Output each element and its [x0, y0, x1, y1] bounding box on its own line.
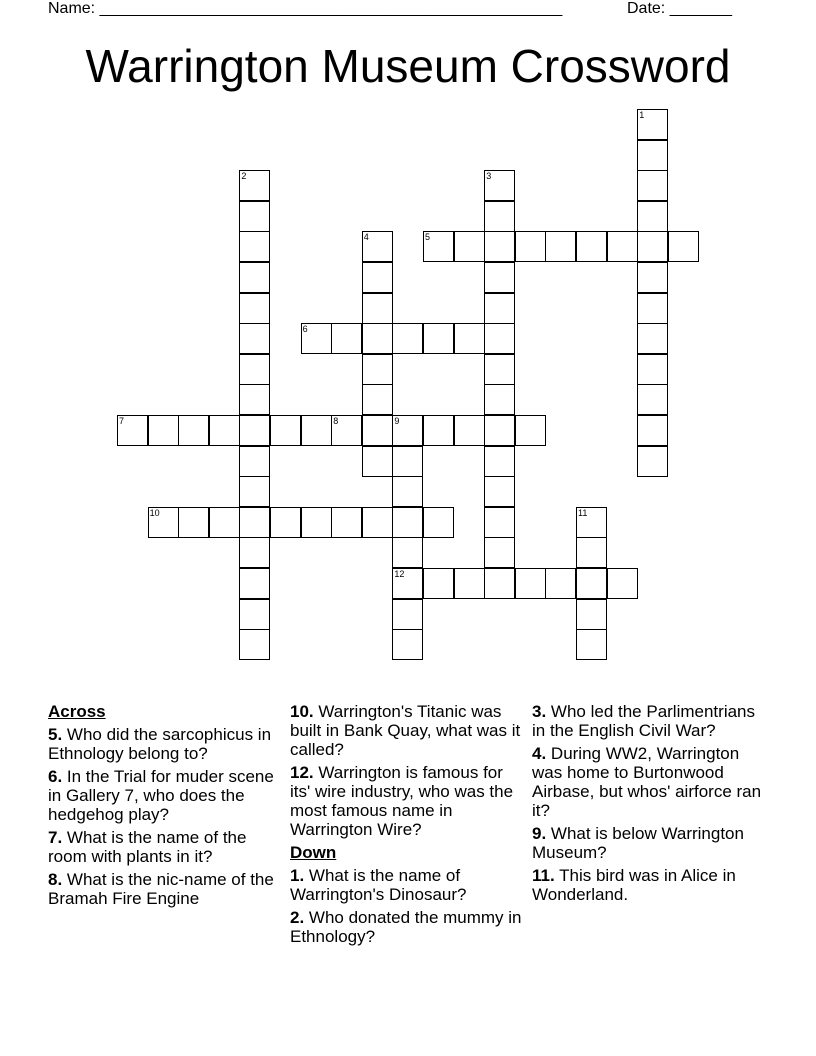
grid-cell[interactable]: [637, 170, 668, 201]
grid-cell[interactable]: [331, 415, 362, 446]
grid-cell[interactable]: [392, 568, 423, 599]
grid-cell[interactable]: [392, 415, 423, 446]
clue-text: This bird was in Alice in Wonderland.: [532, 866, 736, 904]
grid-cell[interactable]: [637, 231, 668, 262]
grid-cell[interactable]: [484, 201, 515, 232]
clue-number: 11.: [532, 866, 555, 885]
cell-number: 9: [394, 416, 400, 426]
grid-cell[interactable]: [423, 323, 454, 354]
cell-number: 12: [394, 569, 405, 579]
grid-cell[interactable]: [392, 446, 423, 477]
clue-down-4: [532, 744, 768, 820]
grid-cell[interactable]: [607, 231, 638, 262]
grid-cell[interactable]: [392, 323, 423, 354]
grid-cell[interactable]: [484, 537, 515, 568]
grid-cell[interactable]: [362, 323, 393, 354]
grid-cell[interactable]: [362, 231, 393, 262]
clue-across-7: [48, 828, 284, 866]
clue-text: What is the nic-name of the Bramah Fire Engine: [48, 870, 274, 908]
clue-down-2: [290, 908, 526, 946]
grid-cell[interactable]: [148, 507, 179, 538]
grid-cell[interactable]: [148, 415, 179, 446]
grid-cell[interactable]: [362, 354, 393, 385]
date-field[interactable]: Date: _______: [627, 0, 732, 17]
grid-cell[interactable]: [545, 568, 576, 599]
grid-cell[interactable]: [576, 231, 607, 262]
grid-cell[interactable]: [392, 599, 423, 630]
grid-cell[interactable]: [454, 323, 485, 354]
clue-column-1: [48, 702, 284, 912]
grid-cell[interactable]: [637, 201, 668, 232]
grid-cell[interactable]: [484, 323, 515, 354]
cell-number: 11: [578, 507, 588, 518]
clue-number: 3.: [532, 702, 547, 721]
grid-cell[interactable]: [239, 476, 270, 507]
grid-cell[interactable]: [239, 446, 270, 477]
clue-column-2: [290, 702, 526, 950]
clue-text: During WW2, Warrington was home to Burtonwood Airbase, but whos' airforce ran it?: [532, 744, 762, 820]
clue-across-6: [48, 767, 284, 824]
grid-cell[interactable]: [576, 568, 607, 599]
grid-cell[interactable]: [637, 323, 668, 354]
clue-text: Warrington's Titanic was built in Bank Quay, what was it called?: [290, 702, 521, 759]
grid-cell[interactable]: [637, 446, 668, 477]
grid-cell[interactable]: [576, 629, 607, 660]
grid-cell[interactable]: [607, 568, 638, 599]
grid-cell[interactable]: [301, 507, 332, 538]
grid-cell[interactable]: [423, 231, 454, 262]
grid-cell[interactable]: [239, 384, 270, 415]
clue-across-5: [48, 725, 284, 763]
clue-number: 2.: [290, 908, 305, 927]
grid-cell[interactable]: [239, 537, 270, 568]
grid-cell[interactable]: [454, 568, 485, 599]
clue-text: Who led the Parlimentrians in the English Civil War?: [532, 702, 756, 740]
clue-text: In the Trial for muder scene in Gallery 7, who does the hedgehog play?: [48, 767, 274, 824]
grid-cell[interactable]: [484, 293, 515, 324]
grid-cell[interactable]: [362, 293, 393, 324]
clue-number: 1.: [290, 866, 305, 885]
clue-text: What is the name of Warrington's Dinosaur?: [290, 866, 467, 904]
grid-cell[interactable]: [239, 629, 270, 660]
clue-text: Warrington is famous for its' wire industry, who was the most famous name in Warrington Wire?: [290, 763, 514, 839]
cell-number: 3: [486, 171, 492, 182]
clue-number: 7.: [48, 828, 63, 847]
clue-number: 6.: [48, 767, 63, 786]
cell-number: 4: [363, 232, 369, 243]
clue-down-9: [532, 824, 768, 862]
grid-cell[interactable]: [209, 415, 240, 446]
grid-cell[interactable]: [515, 568, 546, 599]
page-title: Warrington Museum Crossword: [85, 40, 731, 92]
cell-number: 6: [302, 324, 308, 335]
grid-cell[interactable]: [362, 262, 393, 293]
clue-across-12: [290, 763, 526, 839]
cell-number: 7: [119, 416, 125, 426]
grid-cell[interactable]: [270, 415, 301, 446]
grid-cell[interactable]: [637, 140, 668, 171]
grid-cell[interactable]: [301, 323, 332, 354]
clue-number: 5.: [48, 725, 63, 744]
grid-cell[interactable]: [423, 568, 454, 599]
grid-cell[interactable]: [484, 446, 515, 477]
clue-text: Who did the sarcophicus in Ethnology belong to?: [48, 725, 272, 763]
grid-cell[interactable]: [239, 568, 270, 599]
grid-cell[interactable]: [484, 568, 515, 599]
clue-across-10: [290, 702, 526, 759]
grid-cell[interactable]: [484, 384, 515, 415]
name-field[interactable]: Name: ____________________________________________________: [48, 0, 563, 17]
grid-cell[interactable]: [392, 537, 423, 568]
grid-cell[interactable]: [484, 170, 515, 201]
grid-cell[interactable]: [484, 262, 515, 293]
cell-number: 1: [639, 110, 645, 120]
grid-cell[interactable]: [484, 476, 515, 507]
grid-cell[interactable]: [239, 507, 270, 538]
cell-number: 5: [425, 232, 431, 243]
cell-number: 10: [149, 507, 160, 518]
grid-cell[interactable]: [576, 507, 607, 538]
grid-cell[interactable]: [239, 170, 270, 201]
grid-cell[interactable]: [576, 599, 607, 630]
grid-cell[interactable]: [331, 507, 362, 538]
clue-text: Who donated the mummy in Ethnology?: [290, 908, 522, 946]
cell-number: 2: [241, 171, 247, 182]
clue-across-8: [48, 870, 284, 908]
clue-number: 12.: [290, 763, 314, 782]
grid-cell[interactable]: [545, 231, 576, 262]
grid-cell[interactable]: [239, 415, 270, 446]
grid-cell[interactable]: [637, 109, 668, 140]
across-heading: Across: [48, 702, 106, 721]
grid-cell[interactable]: [178, 415, 209, 446]
grid-cell[interactable]: [484, 231, 515, 262]
grid-cell[interactable]: [423, 507, 454, 538]
grid-cell[interactable]: [484, 507, 515, 538]
clue-down-1: [290, 866, 526, 904]
grid-cell[interactable]: [637, 262, 668, 293]
grid-cell[interactable]: [484, 354, 515, 385]
grid-cell[interactable]: [454, 415, 485, 446]
grid-cell[interactable]: [239, 231, 270, 262]
grid-cell[interactable]: [178, 507, 209, 538]
clue-number: 8.: [48, 870, 63, 889]
grid-cell[interactable]: [637, 384, 668, 415]
grid-cell[interactable]: [423, 415, 454, 446]
grid-cell[interactable]: [239, 201, 270, 232]
grid-cell[interactable]: [454, 231, 485, 262]
clue-text: What is below Warrington Museum?: [532, 824, 744, 862]
clue-column-3: [532, 702, 768, 908]
grid-cell[interactable]: [239, 323, 270, 354]
grid-cell[interactable]: [301, 415, 332, 446]
grid-cell[interactable]: [270, 507, 301, 538]
clue-down-3: [532, 702, 768, 740]
grid-cell[interactable]: [362, 384, 393, 415]
clue-text: What is the name of the room with plants in it?: [48, 828, 247, 866]
grid-cell[interactable]: [637, 415, 668, 446]
grid-cell[interactable]: [637, 293, 668, 324]
grid-cell[interactable]: [668, 231, 699, 262]
grid-cell[interactable]: [362, 446, 393, 477]
clue-number: 4.: [532, 744, 547, 763]
clue-down-11: [532, 866, 768, 904]
grid-cell[interactable]: [239, 599, 270, 630]
grid-cell[interactable]: [515, 231, 546, 262]
clue-number: 9.: [532, 824, 547, 843]
grid-cell[interactable]: [515, 415, 546, 446]
grid-cell[interactable]: [239, 262, 270, 293]
grid-cell[interactable]: [209, 507, 240, 538]
grid-cell[interactable]: [117, 415, 148, 446]
grid-cell[interactable]: [392, 476, 423, 507]
grid-cell[interactable]: [392, 629, 423, 660]
clue-number: 10.: [290, 702, 314, 721]
down-heading: Down: [290, 843, 337, 862]
cell-number: 8: [333, 416, 339, 426]
grid-cell[interactable]: [239, 354, 270, 385]
grid-cell[interactable]: [362, 507, 393, 538]
grid-cell[interactable]: [392, 507, 423, 538]
grid-cell[interactable]: [239, 293, 270, 324]
grid-cell[interactable]: [637, 354, 668, 385]
grid-cell[interactable]: [362, 415, 393, 446]
grid-cell[interactable]: [484, 415, 515, 446]
grid-cell[interactable]: [576, 537, 607, 568]
grid-cell[interactable]: [331, 323, 362, 354]
